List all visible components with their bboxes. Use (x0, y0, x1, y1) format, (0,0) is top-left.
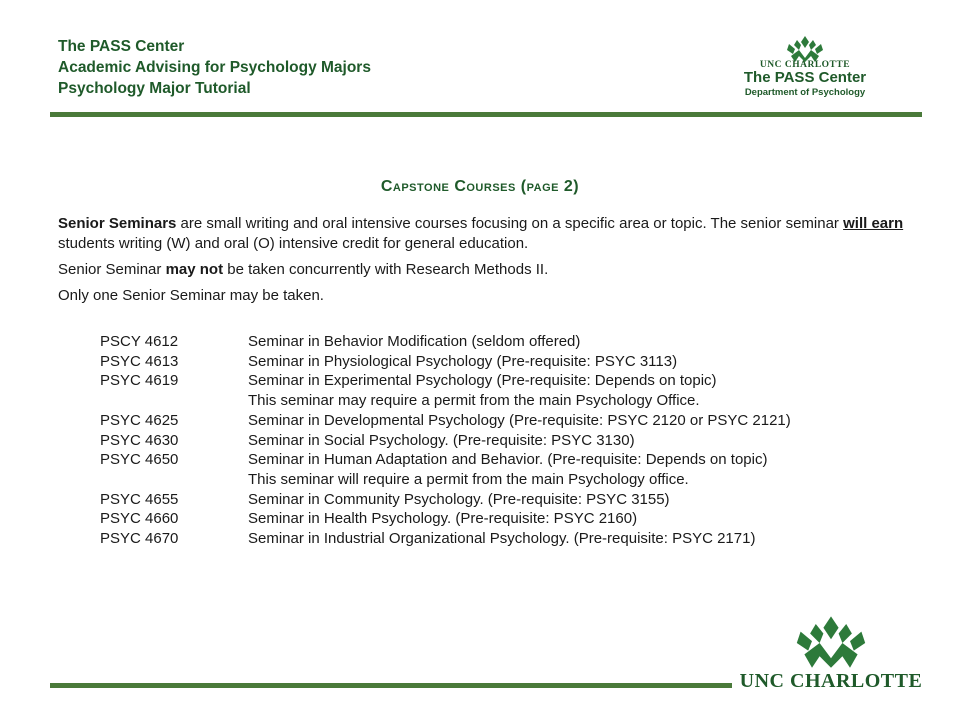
pass-logo-name: The PASS Center (743, 69, 867, 86)
term-senior-seminars: Senior Seminars (58, 215, 177, 232)
course-row (100, 371, 900, 410)
course-row (100, 411, 900, 431)
header-divider (50, 112, 922, 117)
course-code: PSYC 4619 (100, 372, 179, 390)
course-code: PSYC 4660 (100, 510, 179, 528)
pass-logo-department: Department of Psychology (744, 87, 866, 98)
pass-center-logo (730, 36, 880, 106)
course-row (100, 509, 900, 529)
footer-divider (50, 683, 732, 688)
course-note: This seminar may require a permit from the main Psychology Office. (248, 392, 700, 410)
course-note: This seminar will require a permit from the main Psychology office. (248, 470, 689, 488)
intro-text (58, 214, 908, 312)
p1-text-b: students writing (W) and oral (O) intensive credit for general education. (58, 235, 529, 252)
header-line-center: The PASS Center (58, 38, 185, 55)
course-desc: Seminar in Industrial Organizational Psychology. (Pre-requisite: PSYC 2171) (248, 530, 756, 548)
unc-logo-name: UNC CHARLOTTE (739, 670, 923, 692)
course-desc (248, 450, 900, 489)
p2-text-b: be taken concurrently with Research Methods II. (223, 261, 549, 278)
pass-logo-university: UNC CHARLOTTE (759, 60, 851, 70)
course-row (100, 490, 900, 510)
paragraph-concurrency (58, 260, 908, 280)
course-code: PSYC 4650 (100, 451, 179, 469)
course-desc: Seminar in Behavior Modification (seldom offered) (248, 333, 581, 350)
course-code: PSYC 4655 (100, 490, 179, 508)
course-row (100, 450, 900, 489)
course-row (100, 352, 900, 372)
header-line-tutorial: Psychology Major Tutorial (58, 80, 251, 97)
crown-logo-icon (785, 36, 825, 62)
course-code: PSYC 4670 (100, 530, 179, 548)
course-list (100, 332, 900, 549)
course-code: PSCY 4612 (100, 333, 179, 350)
header-title-block (58, 36, 371, 99)
page-title: Capstone Courses (page 2) (380, 178, 580, 195)
course-desc: Seminar in Physiological Psychology (Pre-requisite: PSYC 3113) (248, 352, 678, 370)
term-may-not: may not (165, 261, 224, 278)
paragraph-senior-seminars (58, 214, 908, 254)
unc-charlotte-logo (736, 616, 926, 700)
course-desc-main: Seminar in Human Adaptation and Behavior. (Pre-requisite: Depends on topic) (248, 451, 768, 469)
course-desc: Seminar in Health Psychology. (Pre-requisite: PSYC 2160) (248, 510, 638, 528)
p2-text-a: Senior Seminar (58, 261, 166, 278)
header-line-advising: Academic Advising for Psychology Majors (58, 59, 371, 76)
course-desc-main: Seminar in Experimental Psychology (Pre-requisite: Depends on topic) (248, 372, 717, 390)
course-row (100, 431, 900, 451)
course-code: PSYC 4613 (100, 352, 179, 370)
course-code: PSYC 4630 (100, 431, 179, 449)
course-desc: Seminar in Community Psychology. (Pre-requisite: PSYC 3155) (248, 490, 670, 508)
p1-text-a: are small writing and oral intensive courses focusing on a specific area or topic. The senior seminar (176, 215, 844, 232)
course-row (100, 332, 900, 352)
course-desc: Seminar in Developmental Psychology (Pre-requisite: PSYC 2120 or PSYC 2121) (248, 411, 791, 429)
term-will-earn: will earn (843, 215, 904, 232)
course-desc: Seminar in Social Psychology. (Pre-requisite: PSYC 3130) (248, 431, 635, 449)
course-desc (248, 371, 900, 410)
course-row (100, 529, 900, 549)
paragraph-limit: Only one Senior Seminar may be taken. (58, 287, 324, 304)
course-code: PSYC 4625 (100, 411, 179, 429)
crown-logo-icon (793, 616, 869, 670)
